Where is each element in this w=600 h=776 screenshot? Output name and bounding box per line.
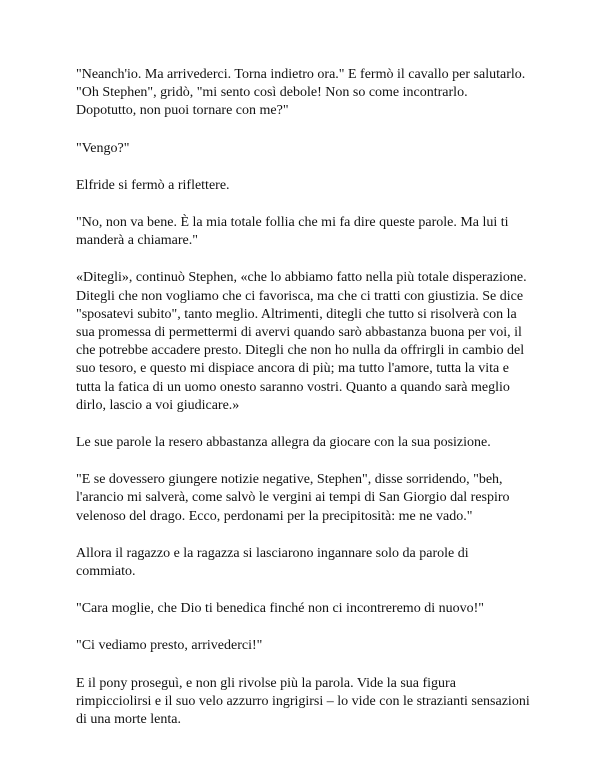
paragraph-6: Le sue parole la resero abbastanza allegra da giocare con la sua posizione. — [76, 435, 491, 451]
paragraph-9: "Cara moglie, che Dio ti benedica finché non ci incontreremo di nuovo!" — [76, 601, 484, 617]
paragraph-7: "E se dovessero giungere notizie negative, Stephen", disse sorridendo, "beh, l'arancio mi salverà, come salvò le vergini ai tempi di San Giorgio dal respiro velenoso del drago. Ecco, perdonami per la precipitosità: me ne vado." — [76, 472, 510, 524]
paragraph-10: "Ci vediamo presto, arrivederci!" — [76, 638, 263, 654]
paragraph-8: Allora il ragazzo e la ragazza si lasciarono ingannare solo da parole di commiato. — [76, 545, 469, 580]
paragraph-3: Elfride si fermò a riflettere. — [76, 177, 230, 193]
paragraph-1: "Neanch'io. Ma arrivederci. Torna indietro ora." E fermò il cavallo per salutarlo. "Oh Stephen", gridò, "mi sento così debole! Non so come incontrarlo. Dopotutto, non puoi tornare con me?" — [76, 67, 526, 119]
paragraph-11: E il pony proseguì, e non gli rivolse più la parola. Vide la sua figura rimpicciolirsi e il suo velo azzurro ingrigirsi – lo vide con le strazianti sensazioni di una morte lenta. — [76, 675, 530, 728]
paragraph-4: "No, non va bene. È la mia totale follia che mi fa dire queste parole. Ma lui ti manderà a chiamare." — [76, 215, 509, 249]
paragraph-2: "Vengo?" — [76, 140, 130, 156]
paragraph-5: «Ditegli», continuò Stephen, «che lo abbiamo fatto nella più totale disperazione. Ditegli che non vogliamo che ci favorisca, ma che ci tratti con giustizia. Se dice "sposatevi subito", tanto meglio. Altrimenti, ditegli che tutto si risolverà con la sua promessa di permettermi di avervi quando sarò abbastanza buona per voi, il che potrebbe accadere presto. Ditegli che non ho nulla da offrirgli in cambio del suo tesoro, e questo mi dispiace ancora di più; ma tutto l'amore, tutta la vita e tutta la fatica di un uomo onesto saranno vostri. Quanto a quando sarà meglio dirlo, lascio a voi giudicare.» — [76, 270, 527, 413]
text-column — [76, 66, 531, 729]
